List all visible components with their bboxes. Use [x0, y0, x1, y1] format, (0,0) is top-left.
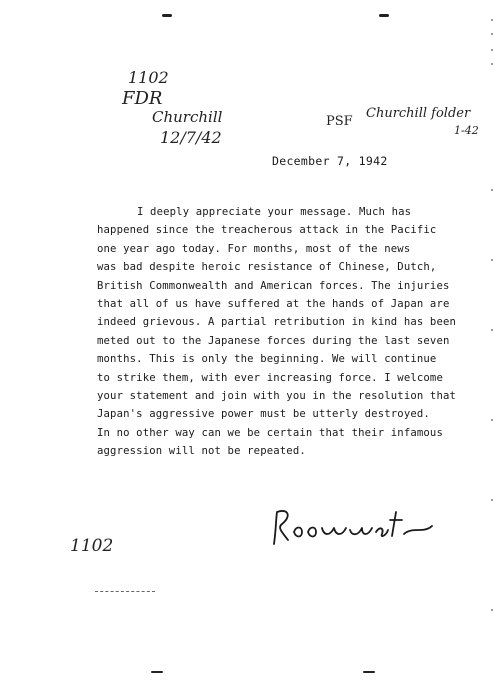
letter-line: In no other way can we be certain that their infamous	[97, 426, 443, 439]
margin-handwritten-number: 1102	[70, 536, 114, 556]
scan-mark-bottom-right	[363, 671, 375, 673]
letter-line: aggression will not be repeated.	[97, 445, 306, 458]
handwritten-folder-date: 1-42	[454, 124, 479, 137]
letter-body	[97, 203, 477, 461]
letter-line: I deeply appreciate your message. Much has	[137, 206, 412, 218]
page-edge-marks	[490, 0, 494, 686]
letter-line: to strike them, with ever increasing force. I welcome	[97, 371, 443, 384]
handwritten-folder: Churchill folder	[366, 106, 471, 121]
handwritten-psf: PSF	[326, 114, 353, 129]
handwritten-fdr: FDR	[122, 88, 163, 109]
letter-date: December 7, 1942	[272, 154, 388, 168]
scan-mark-left	[162, 14, 172, 17]
letter-line: indeed grievous. A partial retribution in kind has been	[97, 316, 457, 329]
handwritten-churchill: Churchill	[152, 108, 223, 126]
letter-line: meted out to the Japanese forces during the last seven	[97, 334, 450, 347]
handwritten-number: 1102	[128, 68, 169, 87]
letter-line: happened since the treacherous attack in the Pacific	[97, 224, 437, 237]
divider-line	[95, 591, 155, 593]
handwritten-date: 12/7/42	[160, 128, 222, 147]
scan-mark-bottom-left	[151, 671, 163, 673]
letter-line: was bad despite heroic resistance of Chinese, Dutch,	[97, 261, 437, 274]
letter-line: Japan's aggressive power must be utterly destroyed.	[97, 408, 430, 421]
letter-line: that all of us have suffered at the hands of Japan are	[97, 298, 450, 311]
signature	[268, 506, 436, 550]
letter-line: one year ago today. For months, most of the news	[97, 242, 411, 255]
letter-line: your statement and join with you in the resolution that	[97, 390, 457, 403]
letter-line: months. This is only the beginning. We will continue	[97, 353, 437, 366]
scan-mark-right	[379, 14, 389, 17]
letter-line: British Commonwealth and American forces. The injuries	[97, 279, 450, 292]
